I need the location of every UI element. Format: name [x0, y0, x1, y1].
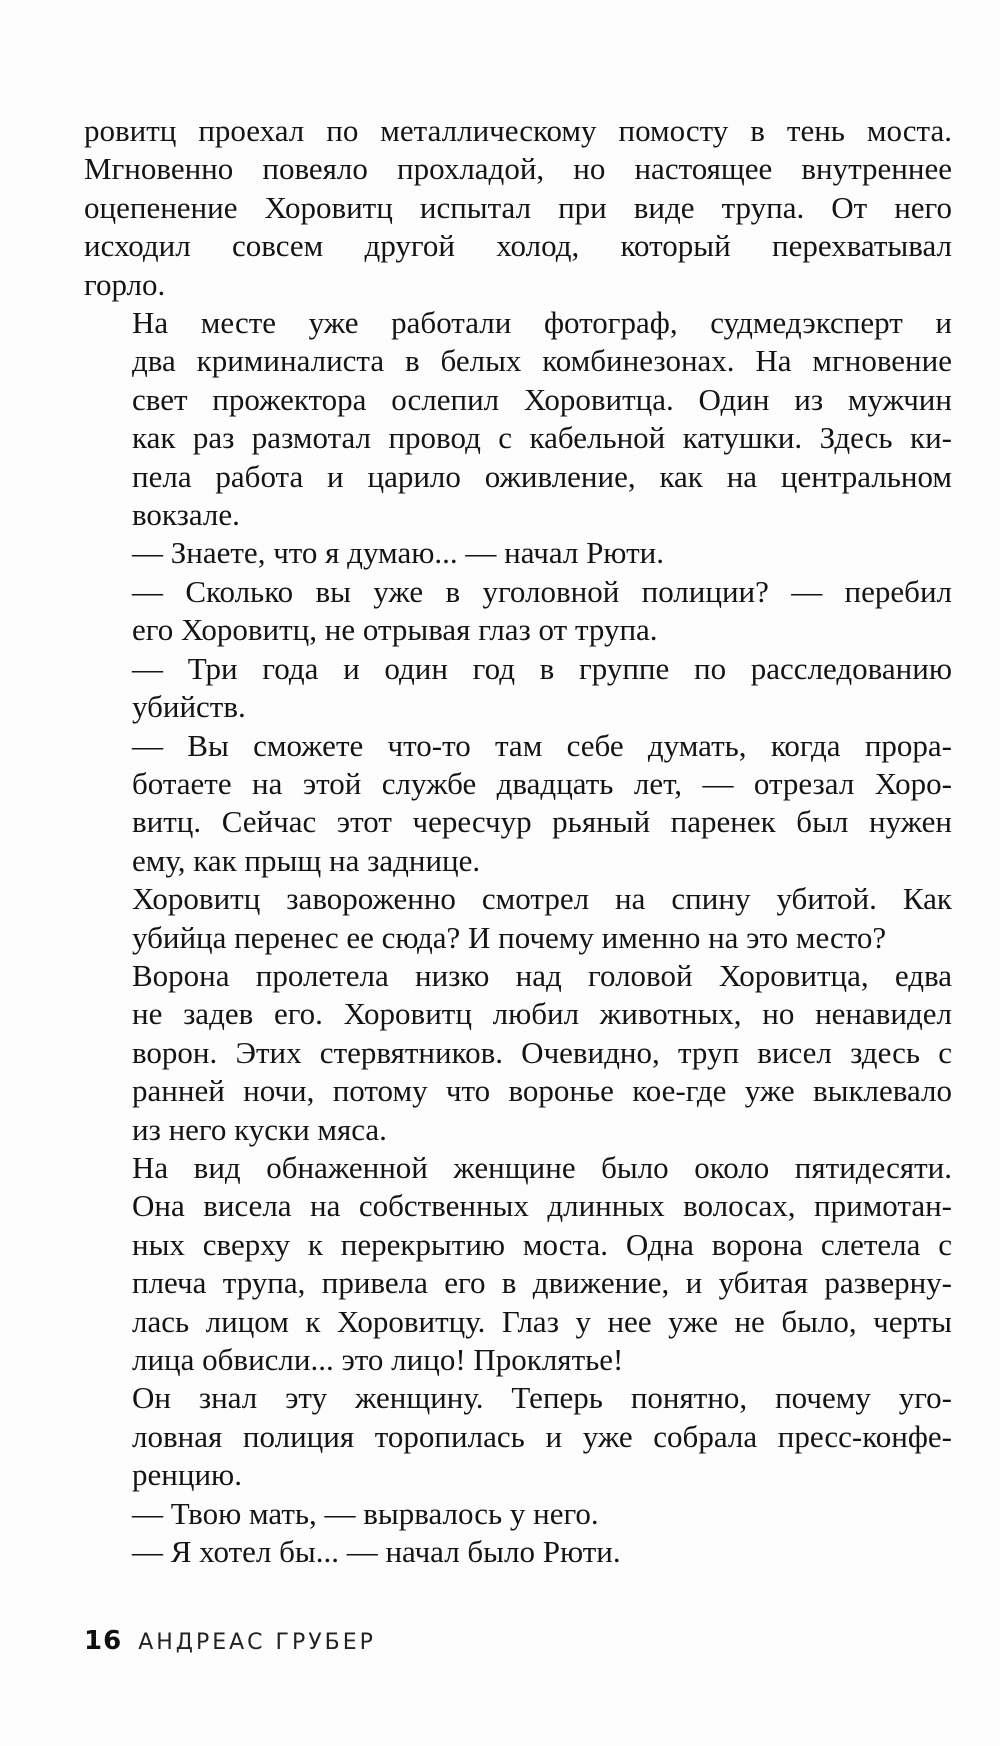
- text-line: ворон. Этих стервятников. Очевидно, труп висел здесь с: [132, 1034, 952, 1070]
- paragraph: [84, 1495, 952, 1533]
- text-line: Она висела на собственных длинных волосах, примотан-: [132, 1188, 952, 1224]
- body-text: [84, 112, 952, 1571]
- page-number: 16: [84, 1626, 123, 1656]
- text-line: исходил совсем другой холод, который перехватывал: [84, 228, 952, 264]
- text-line: плеча трупа, привела его в движение, и убитая разверну-: [132, 1265, 952, 1301]
- paragraph: [84, 650, 952, 727]
- text-line: Ворона пролетела низко над головой Хоровитца, едва: [132, 957, 952, 993]
- text-line: убийств.: [132, 689, 246, 725]
- text-line: — Три года и один год в группе по расследованию: [132, 650, 952, 686]
- text-line: горло.: [84, 266, 166, 302]
- text-line: лась лицом к Хоровитцу. Глаз у нее уже не было, черты: [132, 1303, 952, 1339]
- text-line: убийца перенес ее сюда? И почему именно на это место?: [132, 919, 887, 955]
- text-line: Он знал эту женщину. Теперь понятно, почему уго-: [132, 1380, 952, 1416]
- text-line: — Сколько вы уже в уголовной полиции? — перебил: [132, 573, 952, 609]
- text-line: На месте уже работали фотограф, судмедэксперт и: [132, 305, 952, 341]
- text-line: Мгновенно повеяло прохладой, но настоящее внутреннее: [84, 151, 952, 187]
- paragraph: [84, 304, 952, 534]
- text-line: — Вы сможете что-то там себе думать, когда прора-: [132, 727, 952, 763]
- text-line: его Хоровитц, не отрывая глаз от трупа.: [132, 612, 658, 648]
- text-line: два криминалиста в белых комбинезонах. На мгновение: [132, 343, 952, 379]
- text-line: Хоровитц завороженно смотрел на спину убитой. Как: [132, 881, 952, 917]
- text-line: — Знаете, что я думаю... — начал Рюти.: [132, 535, 664, 571]
- running-head-author: АНДРЕАС ГРУБЕР: [138, 1630, 376, 1655]
- text-line: ных сверху к перекрытию моста. Одна ворона слетела с: [132, 1226, 952, 1262]
- paragraph: [84, 573, 952, 650]
- text-line: ботаете на этой службе двадцать лет, — отрезал Хоро-: [132, 765, 952, 801]
- text-line: пела работа и царило оживление, как на центральном: [132, 458, 952, 494]
- paragraph: [84, 534, 952, 572]
- paragraph: [84, 727, 952, 881]
- text-line: как раз размотал провод с кабельной катушки. Здесь ки-: [132, 420, 952, 456]
- paragraph: [84, 1149, 952, 1379]
- text-line: ранней ночи, потому что воронье кое-где уже выклевало: [132, 1073, 952, 1109]
- text-line: не задев его. Хоровитц любил животных, но ненавидел: [132, 996, 952, 1032]
- text-line: из него куски мяса.: [132, 1111, 387, 1147]
- text-line: лица обвисли... это лицо! Проклятье!: [132, 1342, 624, 1377]
- text-line: оцепенение Хоровитц испытал при виде трупа. От него: [84, 189, 952, 225]
- paragraph: [84, 112, 952, 304]
- paragraph: [84, 1379, 952, 1494]
- text-line: витц. Сейчас этот чересчур рьяный паренек был нужен: [132, 804, 952, 840]
- text-line: — Я хотел бы... — начал было Рюти.: [132, 1534, 621, 1570]
- paragraph: [84, 957, 952, 1149]
- text-line: ровитц проехал по металлическому помосту в тень моста.: [84, 113, 952, 148]
- paragraph: [84, 1533, 952, 1571]
- text-line: вокзале.: [132, 497, 240, 533]
- text-line: ловная полиция торопилась и уже собрала пресс-конфе-: [132, 1418, 952, 1454]
- paragraph: [84, 880, 952, 957]
- text-line: ему, как прыщ на заднице.: [132, 842, 481, 878]
- text-line: На вид обнаженной женщине было около пятидесяти.: [132, 1149, 952, 1185]
- text-line: ренцию.: [132, 1457, 242, 1493]
- text-line: свет прожектора ослепил Хоровитца. Один из мужчин: [132, 381, 952, 417]
- page-footer: [84, 1626, 376, 1662]
- text-line: — Твою мать, — вырвалось у него.: [132, 1495, 599, 1531]
